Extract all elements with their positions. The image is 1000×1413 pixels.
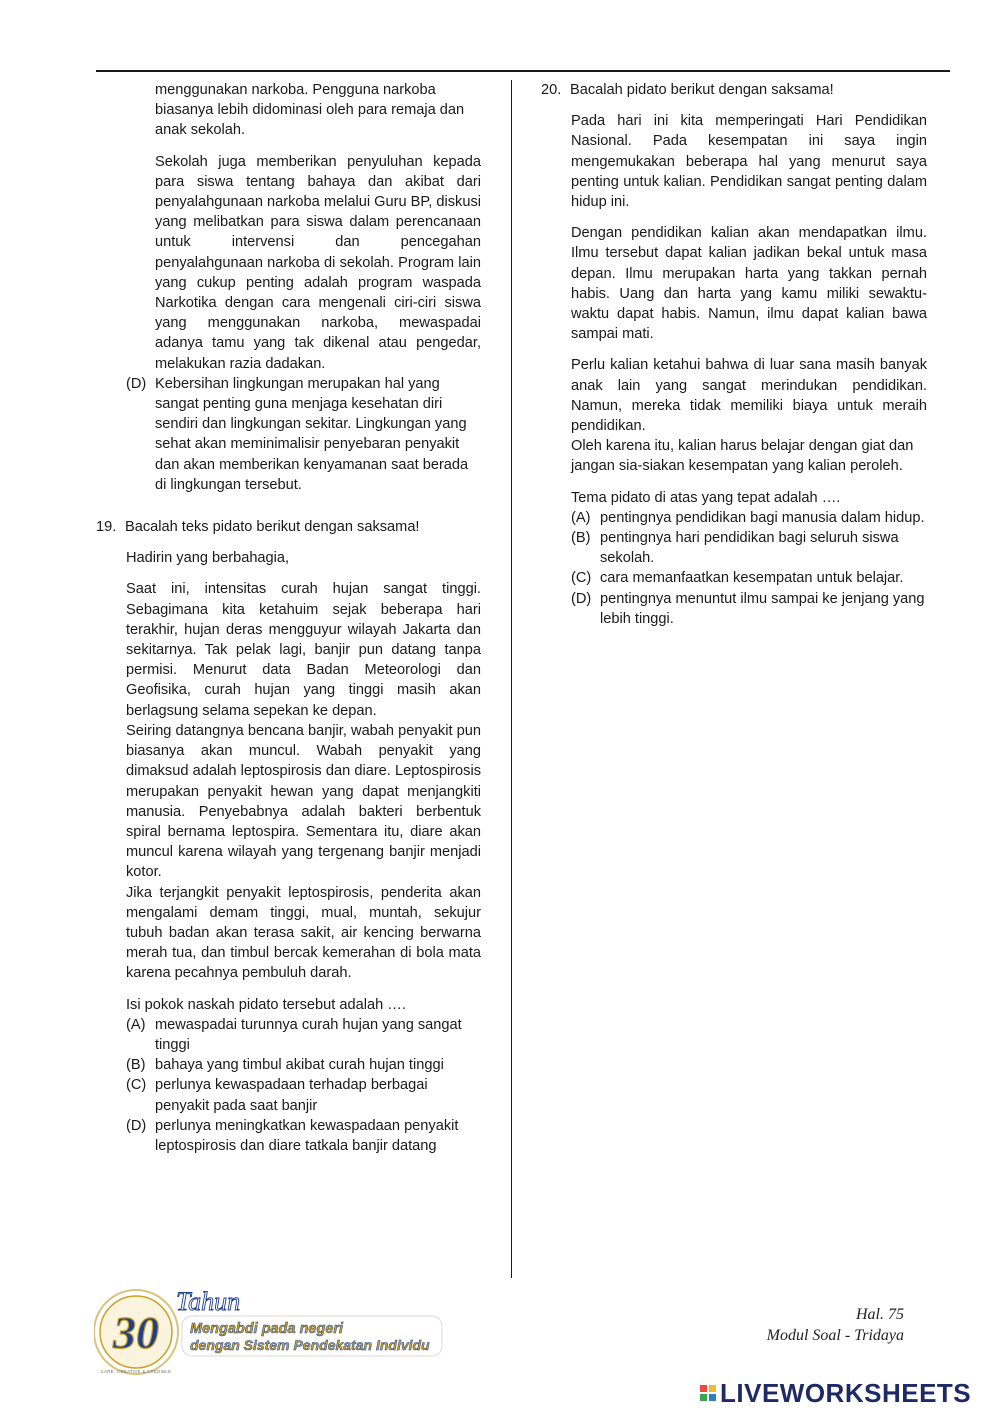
logo-ring-text: CARE, CREATIVE & CREDIBLE — [100, 1369, 172, 1374]
logo-tagline-2: dengan Sistem Pendekatan Individu — [190, 1337, 430, 1353]
continuation-paragraph: Sekolah juga memberikan penyuluhan kepada para siswa tentang bahaya dan akibat dari penyalahgunaan narkoba melalui Guru BP, diskusi yang melibatkan para siswa dalam perencanaan untuk intervensi dan pencegahan penyalahgunaan narkoba di sekolah. Program lain yang cukup penting adalah program waspada Narkotika dengan cara mengenali ciri-ciri siswa yang menggunakan narkoba, mewaspadai adanya tamu yang tak dikenal atau pengedar, melakukan razia dadakan. — [155, 153, 481, 372]
question-prompt: Isi pokok naskah pidato tersebut adalah …. — [126, 996, 406, 1013]
question-prompt: Tema pidato di atas yang tepat adalah …. — [571, 489, 841, 506]
option-d-prev — [126, 374, 481, 495]
logo-tagline-1: Mengabdi pada negeri — [190, 1321, 344, 1337]
speech-paragraph: Pada hari ini kita memperingati Hari Pendidikan Nasional. Pada kesempatan ini saya ingin mengemukakan beberapa hal yang menurut saya penting untuk kalian. Pendidikan sangat penting dalam hidup ini. — [571, 113, 927, 211]
option-letter: (C) — [126, 1077, 147, 1094]
liveworksheets-brand — [700, 1378, 971, 1408]
speech-paragraph: Perlu kalian ketahui bahwa di luar sana masih banyak anak lain yang sangat merindukan pendidikan. Namun, mereka tidak memiliki biaya untuk meraih pendidikan. — [571, 357, 927, 435]
speech-paragraph: Dengan pendidikan kalian akan mendapatkan ilmu. Ilmu tersebut dapat kalian jadikan bekal untuk masa depan. Ilmu merupakan harta yang takkan pernah habis. Uang dan harta yang kamu miliki sewaktu-waktu dapat habis. Namun, ilmu dapat kalian bawa sampai mati. — [571, 225, 927, 343]
option-letter: (B) — [126, 1057, 146, 1074]
option-b[interactable] — [571, 528, 927, 568]
right-column — [541, 80, 927, 629]
option-letter: (C) — [571, 570, 592, 587]
question-header — [96, 517, 481, 537]
option-text: pentingnya menuntut ilmu sampai ke jenjang yang lebih tinggi. — [600, 590, 925, 627]
question-instruction: Bacalah pidato berikut dengan saksama! — [570, 82, 834, 98]
page-number: Hal. 75 — [856, 1306, 904, 1323]
option-text: bahaya yang timbul akibat curah hujan tinggi — [155, 1057, 444, 1074]
option-letter: (D) — [126, 375, 147, 392]
option-text: pentingnya hari pendidikan bagi seluruh siswa sekolah. — [600, 530, 899, 567]
question-number: 19. — [96, 519, 117, 536]
option-letter: (A) — [126, 1016, 146, 1033]
option-text: Kebersihan lingkungan merupakan hal yang sangat penting guna menjaga kesehatan diri sendiri dan lingkungan sekitar. Lingkungan yang sehat akan meminimalisir penyebaran penyakit dan akan memberikan kenyamanan saat berada di lingkungan tersebut. — [155, 375, 469, 493]
logo-number: 30 — [113, 1307, 159, 1358]
column-divider — [511, 80, 512, 1278]
speech-paragraph: Oleh karena itu, kalian harus belajar dengan giat dan jangan sia-siakan kesempatan yang kalian peroleh. — [571, 438, 914, 475]
page-footer — [767, 1304, 904, 1346]
option-b[interactable] — [126, 1055, 481, 1075]
options-list — [126, 1015, 481, 1156]
option-letter: (D) — [571, 590, 592, 607]
speech-paragraph: Jika terjangkit penyakit leptospirosis, penderita akan mengalami demam tinggi, mual, muntah, sekujur tubuh badan akan terasa sakit, air kencing berwarna merah tua, dan timbul bercak kemerahan di bola mata karena pecahnya pembuluh darah. — [126, 884, 481, 982]
option-a[interactable] — [571, 508, 927, 528]
option-c[interactable] — [126, 1075, 481, 1115]
continuation-paragraph: menggunakan narkoba. Pengguna narkoba biasanya lebih didominasi oleh para remaja dan anak sekolah. — [155, 82, 465, 139]
option-d[interactable] — [571, 589, 927, 629]
question-number: 20. — [541, 82, 562, 98]
left-column — [96, 80, 481, 1156]
top-rule — [96, 70, 950, 72]
option-text: perlunya meningkatkan kewaspadaan penyakit leptospirosis dan diare tatkala banjir datang — [155, 1117, 459, 1154]
option-text: mewaspadai turunnya curah hujan yang sangat tinggi — [155, 1016, 462, 1053]
speech-greeting: Hadirin yang berbahagia, — [126, 550, 290, 567]
option-text: perlunya kewaspadaan terhadap berbagai penyakit pada saat banjir — [155, 1077, 428, 1114]
speech-paragraph: Seiring datangnya bencana banjir, wabah penyakit pun biasanya akan muncul. Wabah penyakit yang dimaksud adalah leptospirosis dan diare. Leptospirosis merupakan penyakit hewan yang dapat menjangkiti manusia. Penyebabnya adalah bakteri berbentuk spiral bernama leptospira. Sementara itu, diare akan muncul karena wilayah yang tergenang banjir menjadi kotor. — [126, 722, 481, 881]
question-instruction: Bacalah teks pidato berikut dengan saksama! — [125, 519, 420, 536]
speech-paragraph: Saat ini, intensitas curah hujan sangat tinggi. Sebagimana kita ketahuim sejak beberapa hari terakhir, hujan deras mengguyur wilayah Jakarta dan sekitarnya. Tak pelak lagi, banjir pun datang tanpa permisi. Menurut data Badan Meteorologi dan Geofisika, curah hujan yang tinggi masih akan berlagsung selama sepekan ke depan. — [126, 581, 481, 719]
option-letter: (A) — [571, 509, 591, 526]
liveworksheets-watermark: LIVEWORKSHEETS — [720, 1377, 972, 1408]
option-d[interactable] — [126, 1116, 481, 1156]
option-text: pentingnya pendidikan bagi manusia dalam hidup. — [600, 509, 925, 526]
option-letter: (D) — [126, 1117, 147, 1134]
question-19 — [96, 517, 481, 1156]
logo-word: Tahun — [176, 1287, 241, 1316]
module-title: Modul Soal - Tridaya — [766, 1327, 904, 1344]
options-list — [571, 508, 927, 629]
question-header — [541, 80, 927, 100]
option-text: cara memanfaatkan kesempatan untuk belajar. — [600, 570, 904, 587]
option-a[interactable] — [126, 1015, 481, 1055]
liveworksheets-icon — [700, 1385, 716, 1401]
option-letter: (B) — [571, 530, 591, 547]
anniversary-logo — [94, 1282, 446, 1382]
option-c[interactable] — [571, 568, 927, 588]
